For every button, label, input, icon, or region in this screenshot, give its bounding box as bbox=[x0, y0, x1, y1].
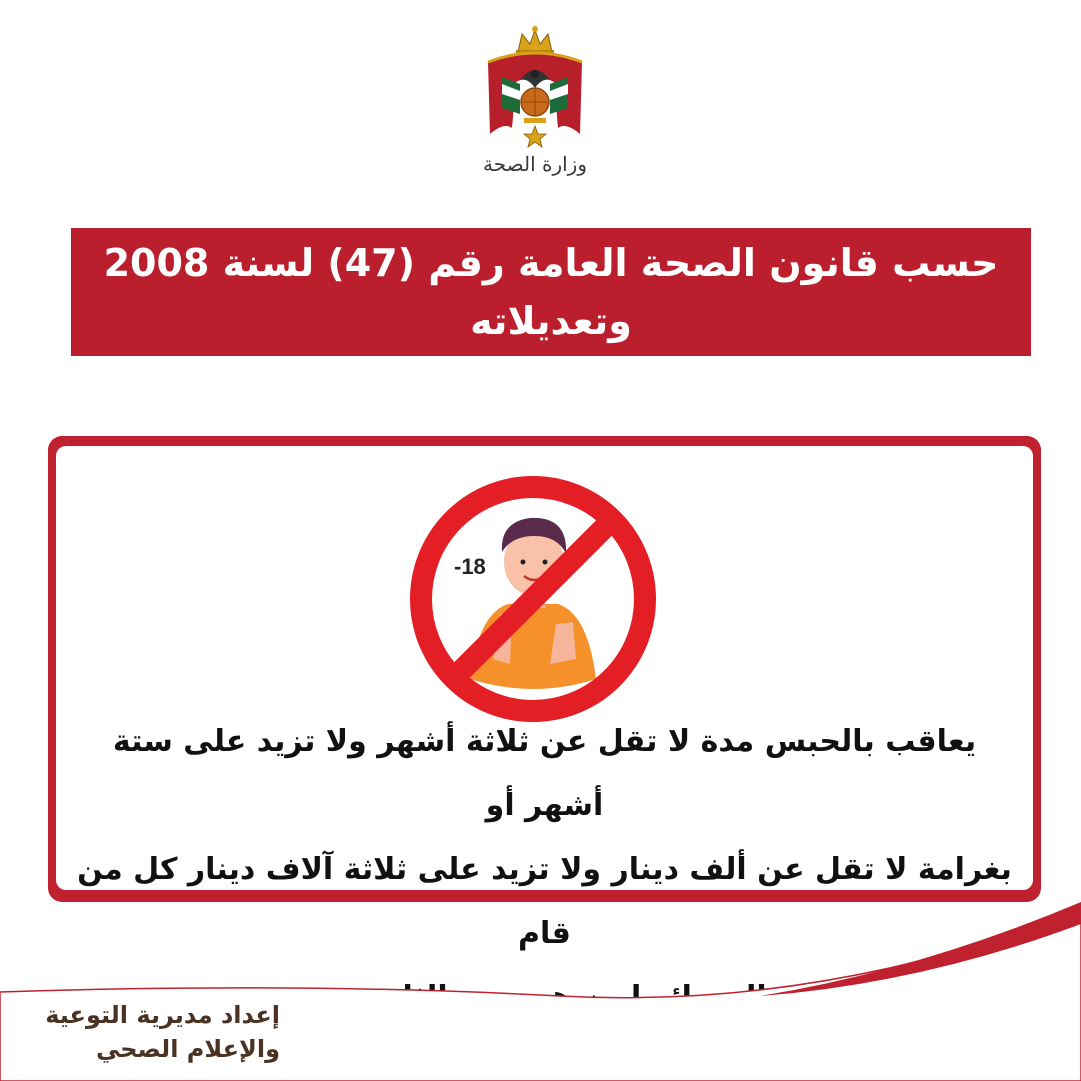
ministry-name: وزارة الصحة bbox=[483, 152, 587, 176]
law-card bbox=[48, 436, 1041, 951]
footer-line-2: والإعلام الصحي bbox=[95, 1035, 280, 1063]
law-text-line-1: يعاقب بالحبس مدة لا تقل عن ثلاثة أشهر ولا تزيد على ستة أشهر أو bbox=[112, 724, 977, 823]
age-label: -18 bbox=[454, 554, 486, 579]
no-under-18-sign-icon bbox=[408, 474, 658, 724]
footer-credit bbox=[30, 998, 280, 1066]
law-card-inner bbox=[56, 446, 1033, 951]
footer-line-1: إعداد مديرية التوعية bbox=[45, 1001, 280, 1029]
jordan-coat-of-arms-icon bbox=[480, 22, 590, 152]
title-banner bbox=[71, 228, 1031, 356]
law-text-line-2: بغرامة لا تقل عن ألف دينار ولا تزيد على ثلاثة آلاف دينار كل من قام bbox=[77, 852, 1012, 951]
title-line-1: حسب قانون الصحة العامة رقم (47) لسنة 2008 bbox=[103, 241, 999, 285]
title-line-2: وتعديلاته bbox=[470, 299, 632, 343]
